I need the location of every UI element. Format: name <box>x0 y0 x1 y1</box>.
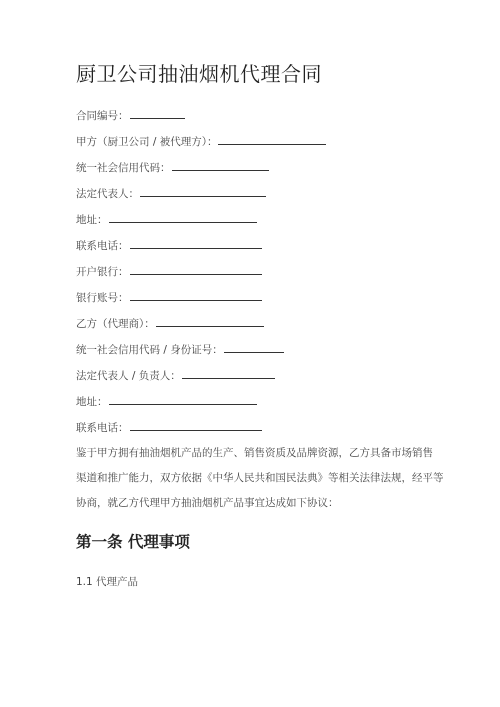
preamble-line: 渠道和推广能力，双方依据《中华人民共和国民法典》等相关法律法规，经平等 <box>76 472 444 484</box>
fill-in-blank[interactable] <box>182 367 275 379</box>
fill-in-blank[interactable] <box>130 289 262 301</box>
party-b-phone-field <box>76 419 262 435</box>
party-a-credit-code-field <box>76 159 269 175</box>
field-label: 开户银行： <box>76 266 129 278</box>
party-a-field <box>76 133 326 149</box>
party-a-phone-field <box>76 237 262 253</box>
field-label: 合同编号： <box>76 110 129 122</box>
field-label: 联系电话： <box>76 422 129 434</box>
party-a-legal-rep-field <box>76 185 266 201</box>
field-label: 法定代表人： <box>76 188 139 200</box>
field-label: 银行账号： <box>76 292 129 304</box>
party-b-id-field <box>76 341 284 357</box>
party-b-field <box>76 315 264 331</box>
fill-in-blank[interactable] <box>218 133 326 145</box>
preamble-line: 协商，就乙方代理甲方抽油烟机产品事宜达成如下协议： <box>76 497 339 509</box>
field-label: 乙方（代理商）： <box>76 318 155 330</box>
field-label: 联系电话： <box>76 240 129 252</box>
contract-number-field <box>76 107 185 123</box>
document-title: 厨卫公司抽油烟机代理合同 <box>76 62 322 86</box>
field-label: 法定代表人 / 负责人： <box>76 370 181 382</box>
party-b-address-field <box>76 393 257 409</box>
party-a-address-field <box>76 211 257 227</box>
field-label: 甲方（厨卫公司 / 被代理方）： <box>76 136 218 148</box>
sub-heading: 1.1 代理产品 <box>76 576 139 588</box>
fill-in-blank[interactable] <box>130 107 185 119</box>
fill-in-blank[interactable] <box>130 419 262 431</box>
fill-in-blank[interactable] <box>109 393 257 405</box>
fill-in-blank[interactable] <box>224 341 284 353</box>
fill-in-blank[interactable] <box>130 237 262 249</box>
preamble-line: 鉴于甲方拥有抽油烟机产品的生产、销售资质及品牌资源，乙方具备市场销售 <box>76 447 433 459</box>
field-label: 地址： <box>76 214 108 226</box>
fill-in-blank[interactable] <box>140 185 266 197</box>
fill-in-blank[interactable] <box>156 315 264 327</box>
field-label: 统一社会信用代码 / 身份证号： <box>76 344 223 356</box>
fill-in-blank[interactable] <box>109 211 257 223</box>
party-a-account-field <box>76 289 262 305</box>
party-b-legal-rep-field <box>76 367 275 383</box>
fill-in-blank[interactable] <box>130 263 262 275</box>
fill-in-blank[interactable] <box>172 159 269 171</box>
party-a-bank-field <box>76 263 262 279</box>
field-label: 地址： <box>76 396 108 408</box>
preamble-paragraph <box>76 441 444 516</box>
field-label: 统一社会信用代码： <box>76 162 171 174</box>
section-heading: 第一条 代理事项 <box>76 533 190 551</box>
